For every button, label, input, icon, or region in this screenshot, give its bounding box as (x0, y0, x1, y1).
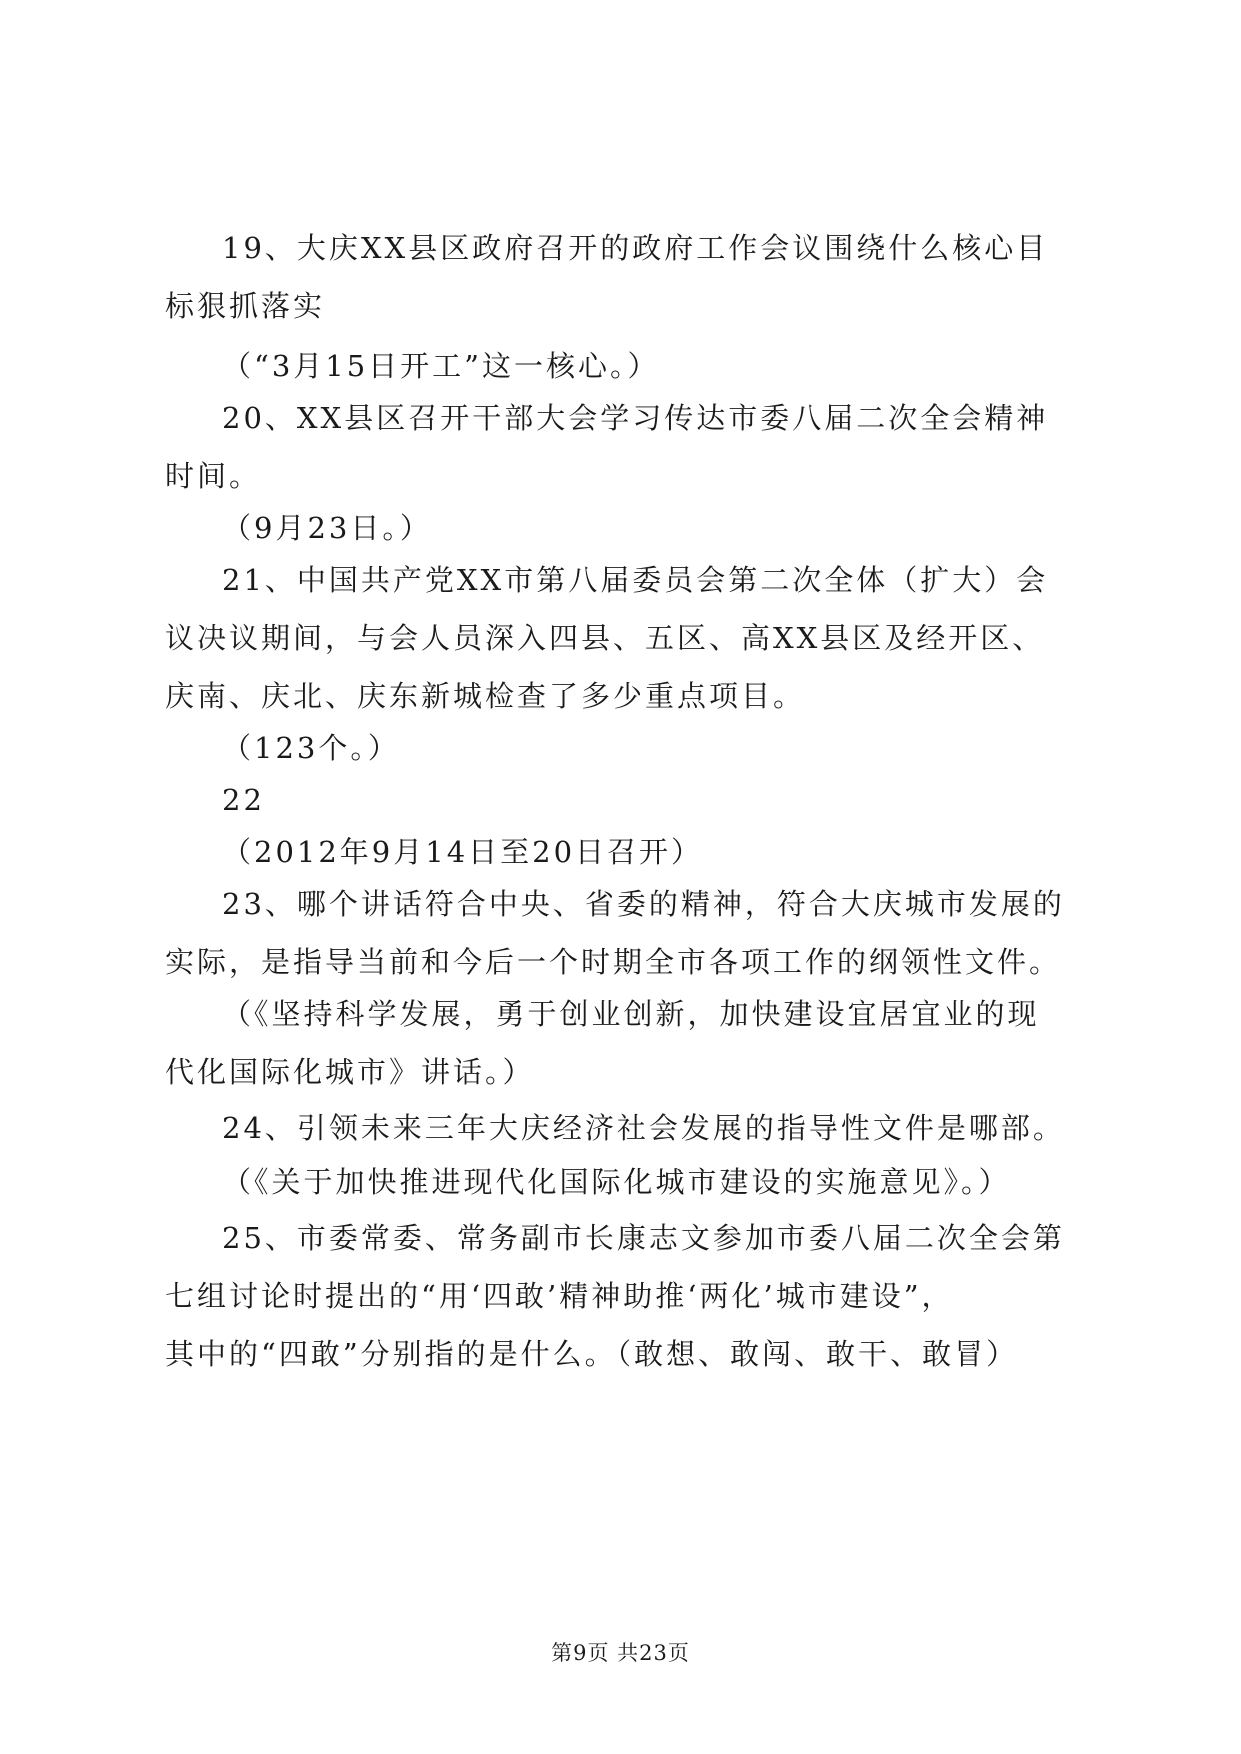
question-25-line-3: 其中的“四敢”分别指的是什么。（敢想、敢闯、敢干、敢冒） (165, 1337, 1019, 1371)
answer-20: （9月23日。） (222, 511, 432, 545)
question-23-line-1: 23、哪个讲话符合中央、省委的精神，符合大庆城市发展的 (222, 887, 1065, 921)
answer-21: （123个。） (222, 731, 400, 765)
answer-23-line-1: （《坚持科学发展，勇于创业创新，加快建设宜居宜业的现 (222, 997, 1040, 1031)
answer-19: （“3月15日开工”这一核心。） (222, 349, 660, 383)
question-20-line-1: 20、XX县区召开干部大会学习传达市委八届二次全会精神 (222, 401, 1049, 435)
question-20-line-2: 时间。 (165, 459, 262, 493)
answer-24: （《关于加快推进现代化国际化城市建设的实施意见》。） (222, 1165, 1011, 1199)
question-21-line-3: 庆南、庆北、庆东新城检查了多少重点项目。 (165, 679, 806, 713)
question-19-line-1: 19、大庆XX县区政府召开的政府工作会议围绕什么核心目 (222, 231, 1049, 265)
question-22: 22 (222, 783, 265, 817)
question-23-line-2: 实际，是指导当前和今后一个时期全市各项工作的纲领性文件。 (165, 945, 1062, 979)
question-25-line-1: 25、市委常委、常务副市长康志文参加市委八届二次全会第 (222, 1221, 1065, 1255)
question-21-line-1: 21、中国共产党XX市第八届委员会第二次全体（扩大）会 (222, 563, 1049, 597)
question-25-line-2: 七组讨论时提出的“用‘四敢’精神助推‘两化’城市建设”， (165, 1279, 954, 1313)
answer-22: （2012年9月14日至20日召开） (222, 835, 704, 869)
question-19-line-2: 标狠抓落实 (165, 289, 326, 323)
question-24: 24、引领未来三年大庆经济社会发展的指导性文件是哪部。 (222, 1111, 1065, 1145)
question-21-line-2: 议决议期间，与会人员深入四县、五区、高XX县区及经开区、 (165, 621, 1045, 655)
answer-23-line-2: 代化国际化城市》讲话。） (165, 1055, 535, 1089)
page-number-footer: 第9页 共23页 (551, 1641, 690, 1665)
